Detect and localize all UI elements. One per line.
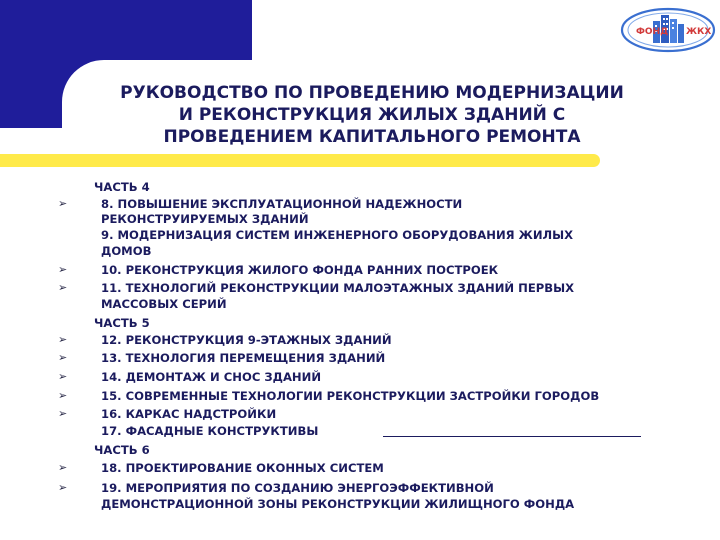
list-item-11: 11. ТЕХНОЛОГИЙ РЕКОНСТРУКЦИИ МАЛОЭТАЖНЫХ ЗДАНИЙ ПЕРВЫХ xyxy=(101,281,575,295)
list-item-9: 9. МОДЕРНИЗАЦИЯ СИСТЕМ ИНЖЕНЕРНОГО ОБОРУДОВАНИЯ ЖИЛЫХ xyxy=(101,228,574,242)
list-item-13: 13. ТЕХНОЛОГИЯ ПЕРЕМЕЩЕНИЯ ЗДАНИЙ xyxy=(101,351,386,365)
list-item-8-cont: РЕКОНСТРУИРУЕМЫХ ЗДАНИЙ xyxy=(101,212,309,226)
list-item-12: 12. РЕКОНСТРУКЦИЯ 9-ЭТАЖНЫХ ЗДАНИЙ xyxy=(101,333,392,347)
logo-right-text: ЖКХ xyxy=(686,27,712,37)
bullet-icon: ➢ xyxy=(58,389,68,402)
bullet-icon: ➢ xyxy=(58,281,68,294)
list-item-9-cont: ДОМОВ xyxy=(101,244,152,258)
list-item-19-cont: ДЕМОНСТРАЦИОННОЙ ЗОНЫ РЕКОНСТРУКЦИИ ЖИЛИЩНОГО ФОНДА xyxy=(101,497,575,511)
bullet-icon: ➢ xyxy=(58,263,68,276)
list-item-16: 16. КАРКАС НАДСТРОЙКИ xyxy=(101,407,277,421)
list-item-15: 15. СОВРЕМЕННЫЕ ТЕХНОЛОГИИ РЕКОНСТРУКЦИИ ЗАСТРОЙКИ ГОРОДОВ xyxy=(101,389,600,403)
bullet-icon: ➢ xyxy=(58,351,68,364)
title-line-1: РУКОВОДСТВО ПО ПРОВЕДЕНИЮ МОДЕРНИЗАЦИИ xyxy=(120,83,624,103)
logo-left-text: ФОНД xyxy=(636,27,669,37)
bullet-icon: ➢ xyxy=(58,407,68,420)
list-item-17: 17. ФАСАДНЫЕ КОНСТРУКТИВЫ xyxy=(101,424,319,438)
bullet-icon: ➢ xyxy=(58,370,68,383)
bullet-icon: ➢ xyxy=(58,197,68,210)
bullet-icon: ➢ xyxy=(58,461,68,474)
part-6-heading: ЧАСТЬ 6 xyxy=(94,443,150,457)
list-item-18: 18. ПРОЕКТИРОВАНИЕ ОКОННЫХ СИСТЕМ xyxy=(101,461,384,475)
underline-rule xyxy=(383,436,641,437)
bullet-icon: ➢ xyxy=(58,481,68,494)
part-4-heading: ЧАСТЬ 4 xyxy=(94,180,150,194)
title-line-3: ПРОВЕДЕНИЕМ КАПИТАЛЬНОГО РЕМОНТА xyxy=(163,127,581,147)
part-5-heading: ЧАСТЬ 5 xyxy=(94,316,150,330)
list-item-10: 10. РЕКОНСТРУКЦИЯ ЖИЛОГО ФОНДА РАННИХ ПОСТРОЕК xyxy=(101,263,499,277)
title-line-2: И РЕКОНСТРУКЦИЯ ЖИЛЫХ ЗДАНИЙ С xyxy=(178,105,566,125)
bullet-icon: ➢ xyxy=(58,333,68,346)
list-item-19: 19. МЕРОПРИЯТИЯ ПО СОЗДАНИЮ ЭНЕРГОЭФФЕКТИВНОЙ xyxy=(101,481,494,495)
list-item-14: 14. ДЕМОНТАЖ И СНОС ЗДАНИЙ xyxy=(101,370,322,384)
list-item-8: 8. ПОВЫШЕНИЕ ЭКСПЛУАТАЦИОННОЙ НАДЕЖНОСТИ xyxy=(101,197,463,211)
list-item-11-cont: МАССОВЫХ СЕРИЙ xyxy=(101,297,227,311)
